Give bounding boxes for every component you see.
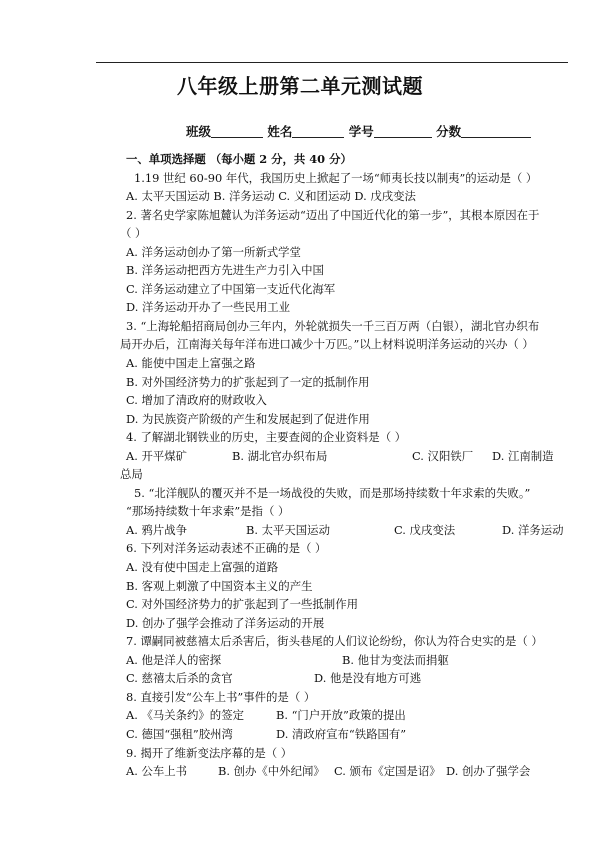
- q4-options: [126, 447, 570, 466]
- q8-option-b: B. “门户开放”政策的提出: [276, 708, 406, 723]
- number-label: 学号: [348, 124, 374, 139]
- q8-options-ab: [126, 706, 570, 725]
- question-list: [120, 150, 570, 781]
- name-label: 姓名: [267, 124, 293, 139]
- name-blank[interactable]: [292, 125, 344, 138]
- page-title: 八年级上册第二单元测试题: [177, 74, 423, 98]
- q9-option-d: D. 创办了强学会: [446, 764, 531, 779]
- q8-option-d: D. 清政府宣布“铁路国有”: [276, 726, 407, 741]
- header-rule: [96, 62, 568, 63]
- q7-stem: 7. 谭嗣同被慈禧太后杀害后，街头巷尾的人们议论纷纷，你认为符合史实的是（ ）: [126, 634, 543, 649]
- q9-options: [126, 762, 570, 781]
- score-blank[interactable]: [461, 125, 531, 138]
- q6-stem: 6. 下列对洋务运动表述不正确的是（ ）: [126, 541, 327, 556]
- q7-option-c: C. 慈禧太后杀的贪官: [126, 671, 233, 686]
- q1-stem: 1.19 世纪 60-90 年代，我国历史上掀起了一场“师夷长技以制夷”的运动是（ ）: [134, 170, 538, 185]
- q8-option-c: C. 德国“强租”胶州湾: [126, 726, 233, 741]
- number-blank[interactable]: [374, 125, 432, 138]
- q9-stem: 9. 揭开了维新变法序幕的是（ ）: [126, 745, 293, 760]
- q6-option-d: D. 创办了强学会推动了洋务运动的开展: [126, 615, 325, 630]
- q2-option-b: B. 洋务运动把西方先进生产力引入中国: [126, 263, 324, 278]
- q7-option-d: D. 他是没有地方可逃: [314, 671, 422, 686]
- q9-option-b: B. 创办《中外纪闻》: [218, 764, 325, 779]
- q4-option-d: D. 江南制造: [492, 448, 554, 463]
- q9-option-a: A. 公车上书: [126, 764, 188, 779]
- q7-option-b: B. 他甘为变法而捐躯: [342, 652, 449, 667]
- class-blank[interactable]: [211, 125, 263, 138]
- section-heading: 一、单项选择题 （每小题 2 分，共 40 分）: [126, 152, 352, 166]
- q2-option-c: C. 洋务运动建立了中国第一支近代化海军: [126, 281, 336, 296]
- q4-option-c: C. 汉阳铁厂: [412, 448, 474, 463]
- q2-option-d: D. 洋务运动开办了一些民用工业: [126, 300, 291, 315]
- q7-option-a: A. 他是洋人的密探: [126, 652, 222, 667]
- q5-stem: 5. “北洋舰队的覆灭并不是一场战役的失败，而是那场持续数十年求索的失败。”: [134, 485, 531, 500]
- q6-option-a: A. 没有使中国走上富强的道路: [126, 560, 279, 575]
- q6-option-c: C. 对外国经济势力的扩张起到了一些抵制作用: [126, 597, 358, 612]
- q5-option-a: A. 鸦片战争: [126, 522, 188, 537]
- q2-stem: 2. 著名史学家陈旭麓认为洋务运动“迈出了中国近代化的第一步”，其根本原因在于: [126, 207, 540, 222]
- q5-option-b: B. 太平天国运动: [246, 522, 330, 537]
- q5-option-c: C. 戊戌变法: [394, 522, 456, 537]
- q3-stem-cont: 局开办后，江南海关每年洋布进口减少十万匹。”以上材料说明洋务运动的兴办（ ）: [120, 337, 534, 352]
- q9-option-c: C. 颁布《定国是诏》: [334, 764, 441, 779]
- q7-options-cd: [126, 669, 570, 688]
- student-info-line: [186, 122, 531, 140]
- q4-option-d-cont: 总局: [120, 467, 143, 482]
- q8-stem: 8. 直接引发“公车上书”事件的是（ ）: [126, 689, 316, 704]
- q3-stem: 3. “上海轮船招商局创办三年内，外轮就损失一千三百万两（白银），湖北官办织布: [126, 318, 540, 333]
- q5-options: [126, 521, 570, 540]
- q3-option-d: D. 为民族资产阶级的产生和发展起到了促进作用: [126, 411, 370, 426]
- class-label: 班级: [186, 124, 212, 139]
- score-label: 分数: [436, 124, 462, 139]
- q8-option-a: A. 《马关条约》的签定: [126, 708, 244, 723]
- q2-stem-cont: （ ）: [120, 226, 147, 241]
- q3-option-b: B. 对外国经济势力的扩张起到了一定的抵制作用: [126, 374, 370, 389]
- q5-option-d: D. 洋务运动: [502, 522, 564, 537]
- q3-option-c: C. 增加了清政府的财政收入: [126, 393, 267, 408]
- q7-options-ab: [126, 651, 570, 670]
- q8-options-cd: [126, 725, 570, 744]
- q5-stem-cont: “那场持续数十年求索”是指（ ）: [126, 504, 290, 519]
- q4-stem: 4. 了解湖北钢铁业的历史，主要查阅的企业资料是（ ）: [126, 430, 407, 445]
- q2-option-a: A. 洋务运动创办了第一所新式学堂: [126, 244, 301, 259]
- q4-option-a: A. 开平煤矿: [126, 448, 188, 463]
- q6-option-b: B. 客观上刺激了中国资本主义的产生: [126, 578, 313, 593]
- q1-options: A. 太平天国运动 B. 洋务运动 C. 义和团运动 D. 戊戌变法: [126, 189, 416, 204]
- q4-option-b: B. 湖北官办织布局: [232, 448, 328, 463]
- q3-option-a: A. 能使中国走上富强之路: [126, 356, 256, 371]
